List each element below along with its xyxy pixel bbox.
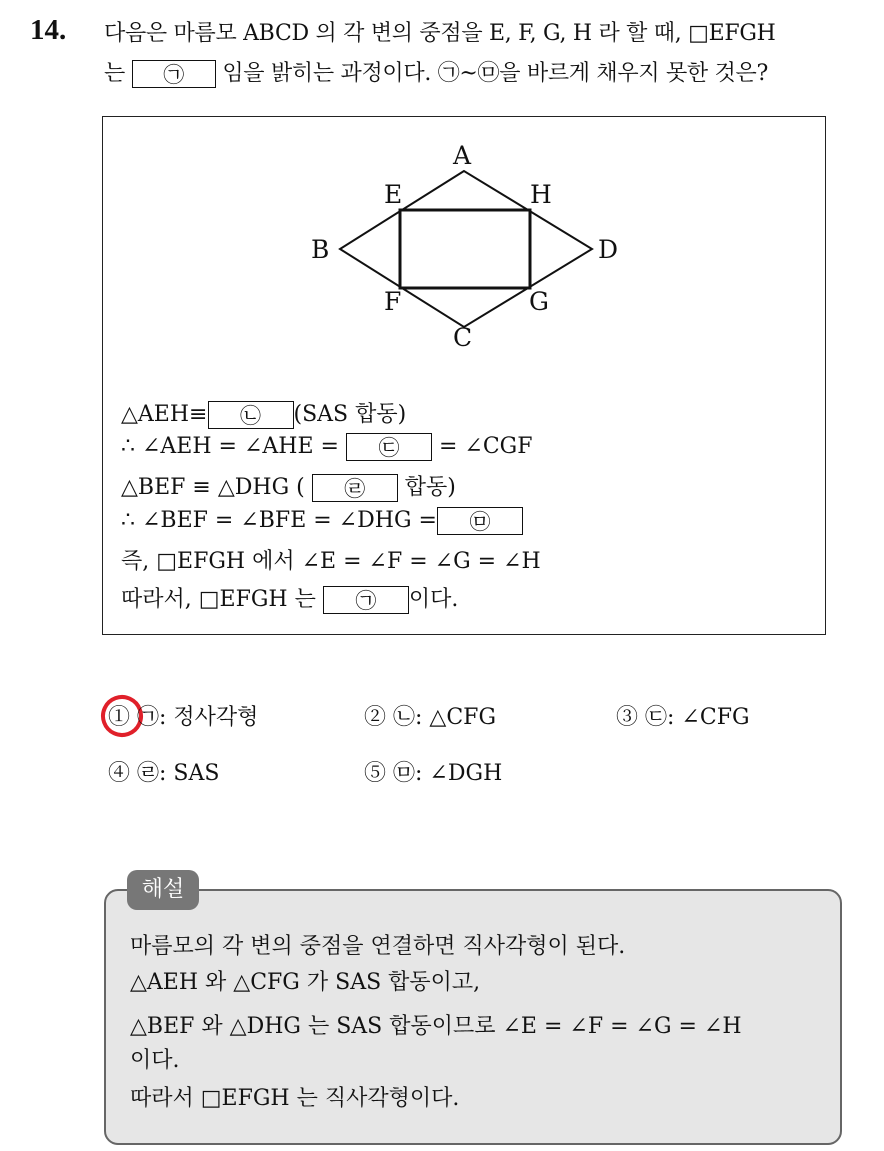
choice-number: ① xyxy=(108,705,131,730)
rhombus-abcd xyxy=(340,171,592,327)
rectangle-efgh xyxy=(400,210,530,288)
figure-box xyxy=(102,116,826,635)
rhombus-diagram xyxy=(103,117,827,377)
proof-text: 이다. xyxy=(408,587,459,612)
choice-text: ㉠: 정사각형 xyxy=(137,705,259,730)
choice-4[interactable] xyxy=(108,756,219,787)
label-c: C xyxy=(453,323,473,352)
choice-3[interactable] xyxy=(616,700,750,731)
proof-line-5: 즉, □EFGH 에서 ∠E = ∠F = ∠G = ∠H xyxy=(121,549,541,574)
choice-number: ④ xyxy=(108,761,131,786)
solution-line-3: △BEF 와 △DHG 는 SAS 합동이므로 ∠E = ∠F = ∠G = ∠H xyxy=(130,1014,742,1039)
blank-box-giyeok-2: ㉠ xyxy=(323,586,409,614)
question-line2-prefix: 는 xyxy=(104,61,125,86)
solution-box xyxy=(104,889,842,1145)
proof-text: ∴ ∠BEF = ∠BFE = ∠DHG = xyxy=(121,508,437,533)
solution-tag: 해설 xyxy=(127,870,199,910)
proof-text: 합동) xyxy=(404,475,456,500)
label-d: D xyxy=(598,235,619,264)
choice-number: ③ xyxy=(616,705,639,730)
solution-line-4: 이다. xyxy=(130,1048,180,1073)
question-text-line1: 다음은 마름모 ABCD 의 각 변의 중점을 E, F, G, H 라 할 때, □EFGH xyxy=(104,21,776,46)
choice-1[interactable] xyxy=(108,700,258,731)
proof-line-2 xyxy=(121,433,533,461)
label-e: E xyxy=(384,180,403,209)
proof-text: ∴ ∠AEH = ∠AHE = xyxy=(121,434,339,459)
label-a: A xyxy=(453,141,472,170)
blank-box-mieum: ㉤ xyxy=(437,507,523,535)
question-text-line2 xyxy=(104,56,768,88)
question-line2-suffix: 임을 밝히는 과정이다. ㉠~㉤을 바르게 채우지 못한 것은? xyxy=(222,61,768,86)
choice-number: ② xyxy=(364,705,387,730)
choice-5[interactable] xyxy=(364,756,502,787)
proof-line-3 xyxy=(121,470,456,502)
blank-box-nieun: ㉡ xyxy=(208,401,294,429)
label-b: B xyxy=(311,235,330,264)
choice-text: ㉤: ∠DGH xyxy=(393,761,503,786)
blank-box-digeut: ㉢ xyxy=(346,433,432,461)
choice-text: ㉡: △CFG xyxy=(393,705,497,730)
proof-line-4 xyxy=(121,507,523,535)
proof-line-6 xyxy=(121,582,458,614)
solution-line-2: △AEH 와 △CFG 가 SAS 합동이고, xyxy=(130,970,481,995)
choice-number: ⑤ xyxy=(364,761,387,786)
blank-box-giyeok: ㉠ xyxy=(132,60,216,88)
label-f: F xyxy=(384,287,402,316)
question-number: 14. xyxy=(30,14,67,46)
blank-box-rieul: ㉣ xyxy=(312,474,398,502)
proof-text: △BEF ≡ △DHG ( xyxy=(121,475,305,500)
proof-text: (SAS 합동) xyxy=(293,402,407,427)
proof-text: 따라서, □EFGH 는 xyxy=(121,587,316,612)
choice-text: ㉢: ∠CFG xyxy=(645,705,750,730)
proof-line-1 xyxy=(121,397,406,429)
proof-text: = ∠CGF xyxy=(438,434,533,459)
choice-2[interactable] xyxy=(364,700,496,731)
choice-text: ㉣: SAS xyxy=(137,761,220,786)
proof-text: △AEH≡ xyxy=(121,402,208,427)
solution-line-1: 마름모의 각 변의 중점을 연결하면 직사각형이 된다. xyxy=(130,934,626,959)
solution-line-5: 따라서 □EFGH 는 직사각형이다. xyxy=(130,1086,460,1111)
label-h: H xyxy=(530,180,552,209)
label-g: G xyxy=(529,287,549,316)
